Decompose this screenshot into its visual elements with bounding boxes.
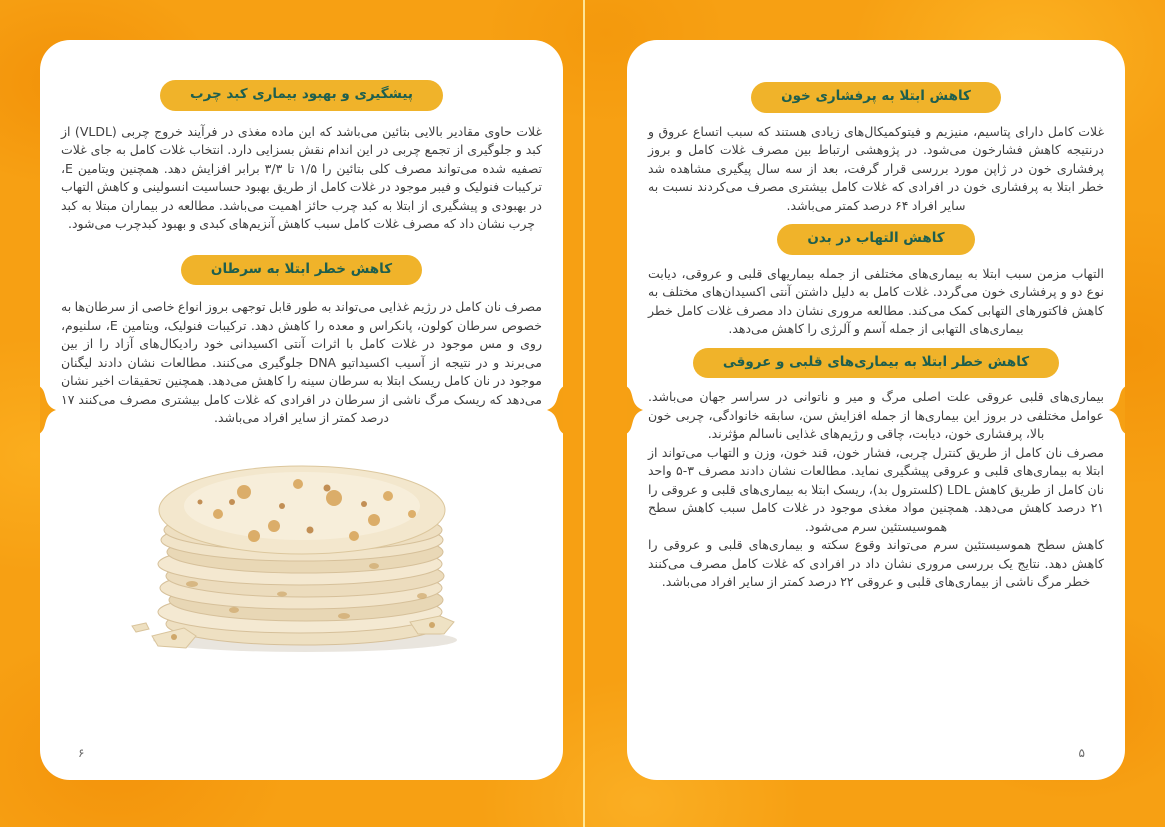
- spine-divider-line: [583, 0, 585, 827]
- section-heading-fatty-liver: پیشگیری و بهبود بیماری کبد چرب: [190, 86, 413, 102]
- paragraph-inflammation: التهاب مزمن سبب ابتلا به بیماری‌های مختلفی از جمله بیماریهای قلبی و عروقی، دیابت نوع دو و پرفشاری خون می‌گردد. غلات کامل به دلیل داشتن آنتی اکسیدان‌های مختلف به کاهش فاکتورهای التهابی کمک می‌کند. مطالعه مروری نشان داد مصرف غلات کامل خطر بیماری‌های التهابی از جمله آسم و آلرژی را کاهش می‌دهد.: [648, 265, 1104, 336]
- paragraph-cancer: مصرف نان کامل در رژیم غذایی می‌تواند به طور قابل توجهی بروز انواع خاصی از سرطان‌ها به خصوص سرطان کولون، پانکراس و معده را کاهش دهد. ترکیبات فنولیک، ویتامین E، سلنیوم، روی و مس موجود در غلات کامل با اثرات آنتی اکسیدانی خود رادیکال‌های آزاد را از بین می‌برند و در نتیجه از آسیب اکسیداتیو DNA جلوگیری می‌کنند. مطالعات نشان دادند لیگنان موجود در نان کامل ریسک ابتلا به سرطان سینه را کاهش می‌دهد. همچنین تحقیقات اخیر نشان می‌دهد که ریسک مرگ ناشی از سرطان در افرادی که غلات کامل بیشتری مصرف می‌کنند ۱۷ درصد کمتر از سایر افراد می‌باشد.: [61, 299, 542, 425]
- page-edge-notch-ornament: [627, 386, 643, 434]
- section-heading-pill: [181, 255, 422, 286]
- paragraph-hypertension: غلات کامل دارای پتاسیم، منیزیم و فیتوکمیکال‌های زیادی هستند که سبب اتساع عروق و درنتیجه کاهش فشارخون می‌شود. در پژوهشی ارتباط بین مصرف غلات کامل و بروز پرفشاری خون در ژاپن مورد بررسی قرار گرفت، بعد از سه سال پیگیری مشاهده شد خطر ابتلا به پرفشاری خون در افرادی که غلات کامل بیشتری مصرف می‌کردند نسبت به سایر افراد ۶۴ درصد کمتر می‌باشد.: [648, 123, 1104, 213]
- paragraph-fatty-liver: غلات حاوی مقادیر بالایی بتائین می‌باشد که این ماده مغذی در فرآیند خروج چربی (VLDL) از کبد و جلوگیری از تجمع چربی در این اندام نقش بسزایی دارد. انتخاب غلات کامل به جای غلات تصفیه شده می‌تواند مصرف کلی بتائین را ۱/۵ تا ۳/۳ برابر افزایش دهد. همچنین ویتامین E، ترکیبات فنولیک و فیبر موجود در غلات کامل از طریق بهبود حساسیت انسولینی و کاهش التهاب در بهبودی و پیشگیری از ابتلا به کبد چرب حائز اهمیت می‌باشد. مطالعه در بیماران مبتلا به کبد چرب نشان داد که مصرف غلات کامل سبب کاهش آنزیم‌های کبدی و بهبود کبدچرب می‌شود.: [61, 123, 543, 231]
- page-edge-notch-ornament: [1109, 386, 1125, 434]
- section-heading-cancer: کاهش خطر ابتلا به سرطان: [210, 260, 393, 277]
- paragraph-cardiovascular-1: بیماری‌های قلبی عروقی علت اصلی مرگ و میر و ناتوانی در سراسر جهان می‌باشد. عوامل مختلفی در بروز این بیماری‌ها از جمله افزایش سن، سابقه خانوادگی، چربی خون بالا، پرفشاری خون، دیابت، چاقی و رژیم‌های غذایی ناسالم مؤثرند.: [648, 389, 1104, 441]
- page-number: ۶: [78, 746, 85, 760]
- page-number: ۵: [1078, 746, 1085, 760]
- section-heading-cardiovascular: کاهش خطر ابتلا به بیماری‌های قلبی و عروقی: [722, 353, 1030, 370]
- page-edge-notch-ornament: [40, 386, 56, 434]
- section-heading-inflammation: کاهش التهاب در بدن: [807, 230, 945, 246]
- section-heading-pill: [693, 348, 1059, 379]
- page-5: [627, 40, 1125, 780]
- paragraph-cardiovascular-2: مصرف نان کامل از طریق کنترل چربی، فشار خون، قند خون، وزن و التهاب می‌تواند از ابتلا به بیماری‌های قلبی و عروقی پیشگیری نماید. مطالعات نشان دادند مصرف ۳-۵ واحد نان کامل از طریق کاهش LDL (کلسترول بد)، ریسک ابتلا به بیماری‌های قلبی و عروقی را ۲۱ درصد کاهش می‌دهد. همچنین مواد مغذی موجود در غلات کامل سبب کاهش سطح هموسیستئین سرم می‌شود.: [648, 444, 1104, 534]
- paragraph-cardiovascular-3: کاهش سطح هموسیستئین سرم می‌تواند وقوع سکته و بیماری‌های قلبی و عروقی را کاهش دهد. نتایج یک بررسی مروری نشان داد در افرادی که غلات کامل مصرف می‌کنند خطر مرگ ناشی از بیماری‌های قلبی و عروقی ۲۲ درصد کمتر از سایر افراد می‌باشد.: [648, 537, 1104, 589]
- section-heading-hypertension: کاهش ابتلا به پرفشاری خون: [781, 88, 971, 104]
- section-heading-pill: [160, 80, 443, 111]
- section-heading-pill: [751, 82, 1001, 113]
- page-edge-notch-ornament: [547, 386, 563, 434]
- flatbread-stack-image: [122, 444, 482, 658]
- section-heading-pill: [777, 224, 974, 255]
- page-6: [40, 40, 563, 780]
